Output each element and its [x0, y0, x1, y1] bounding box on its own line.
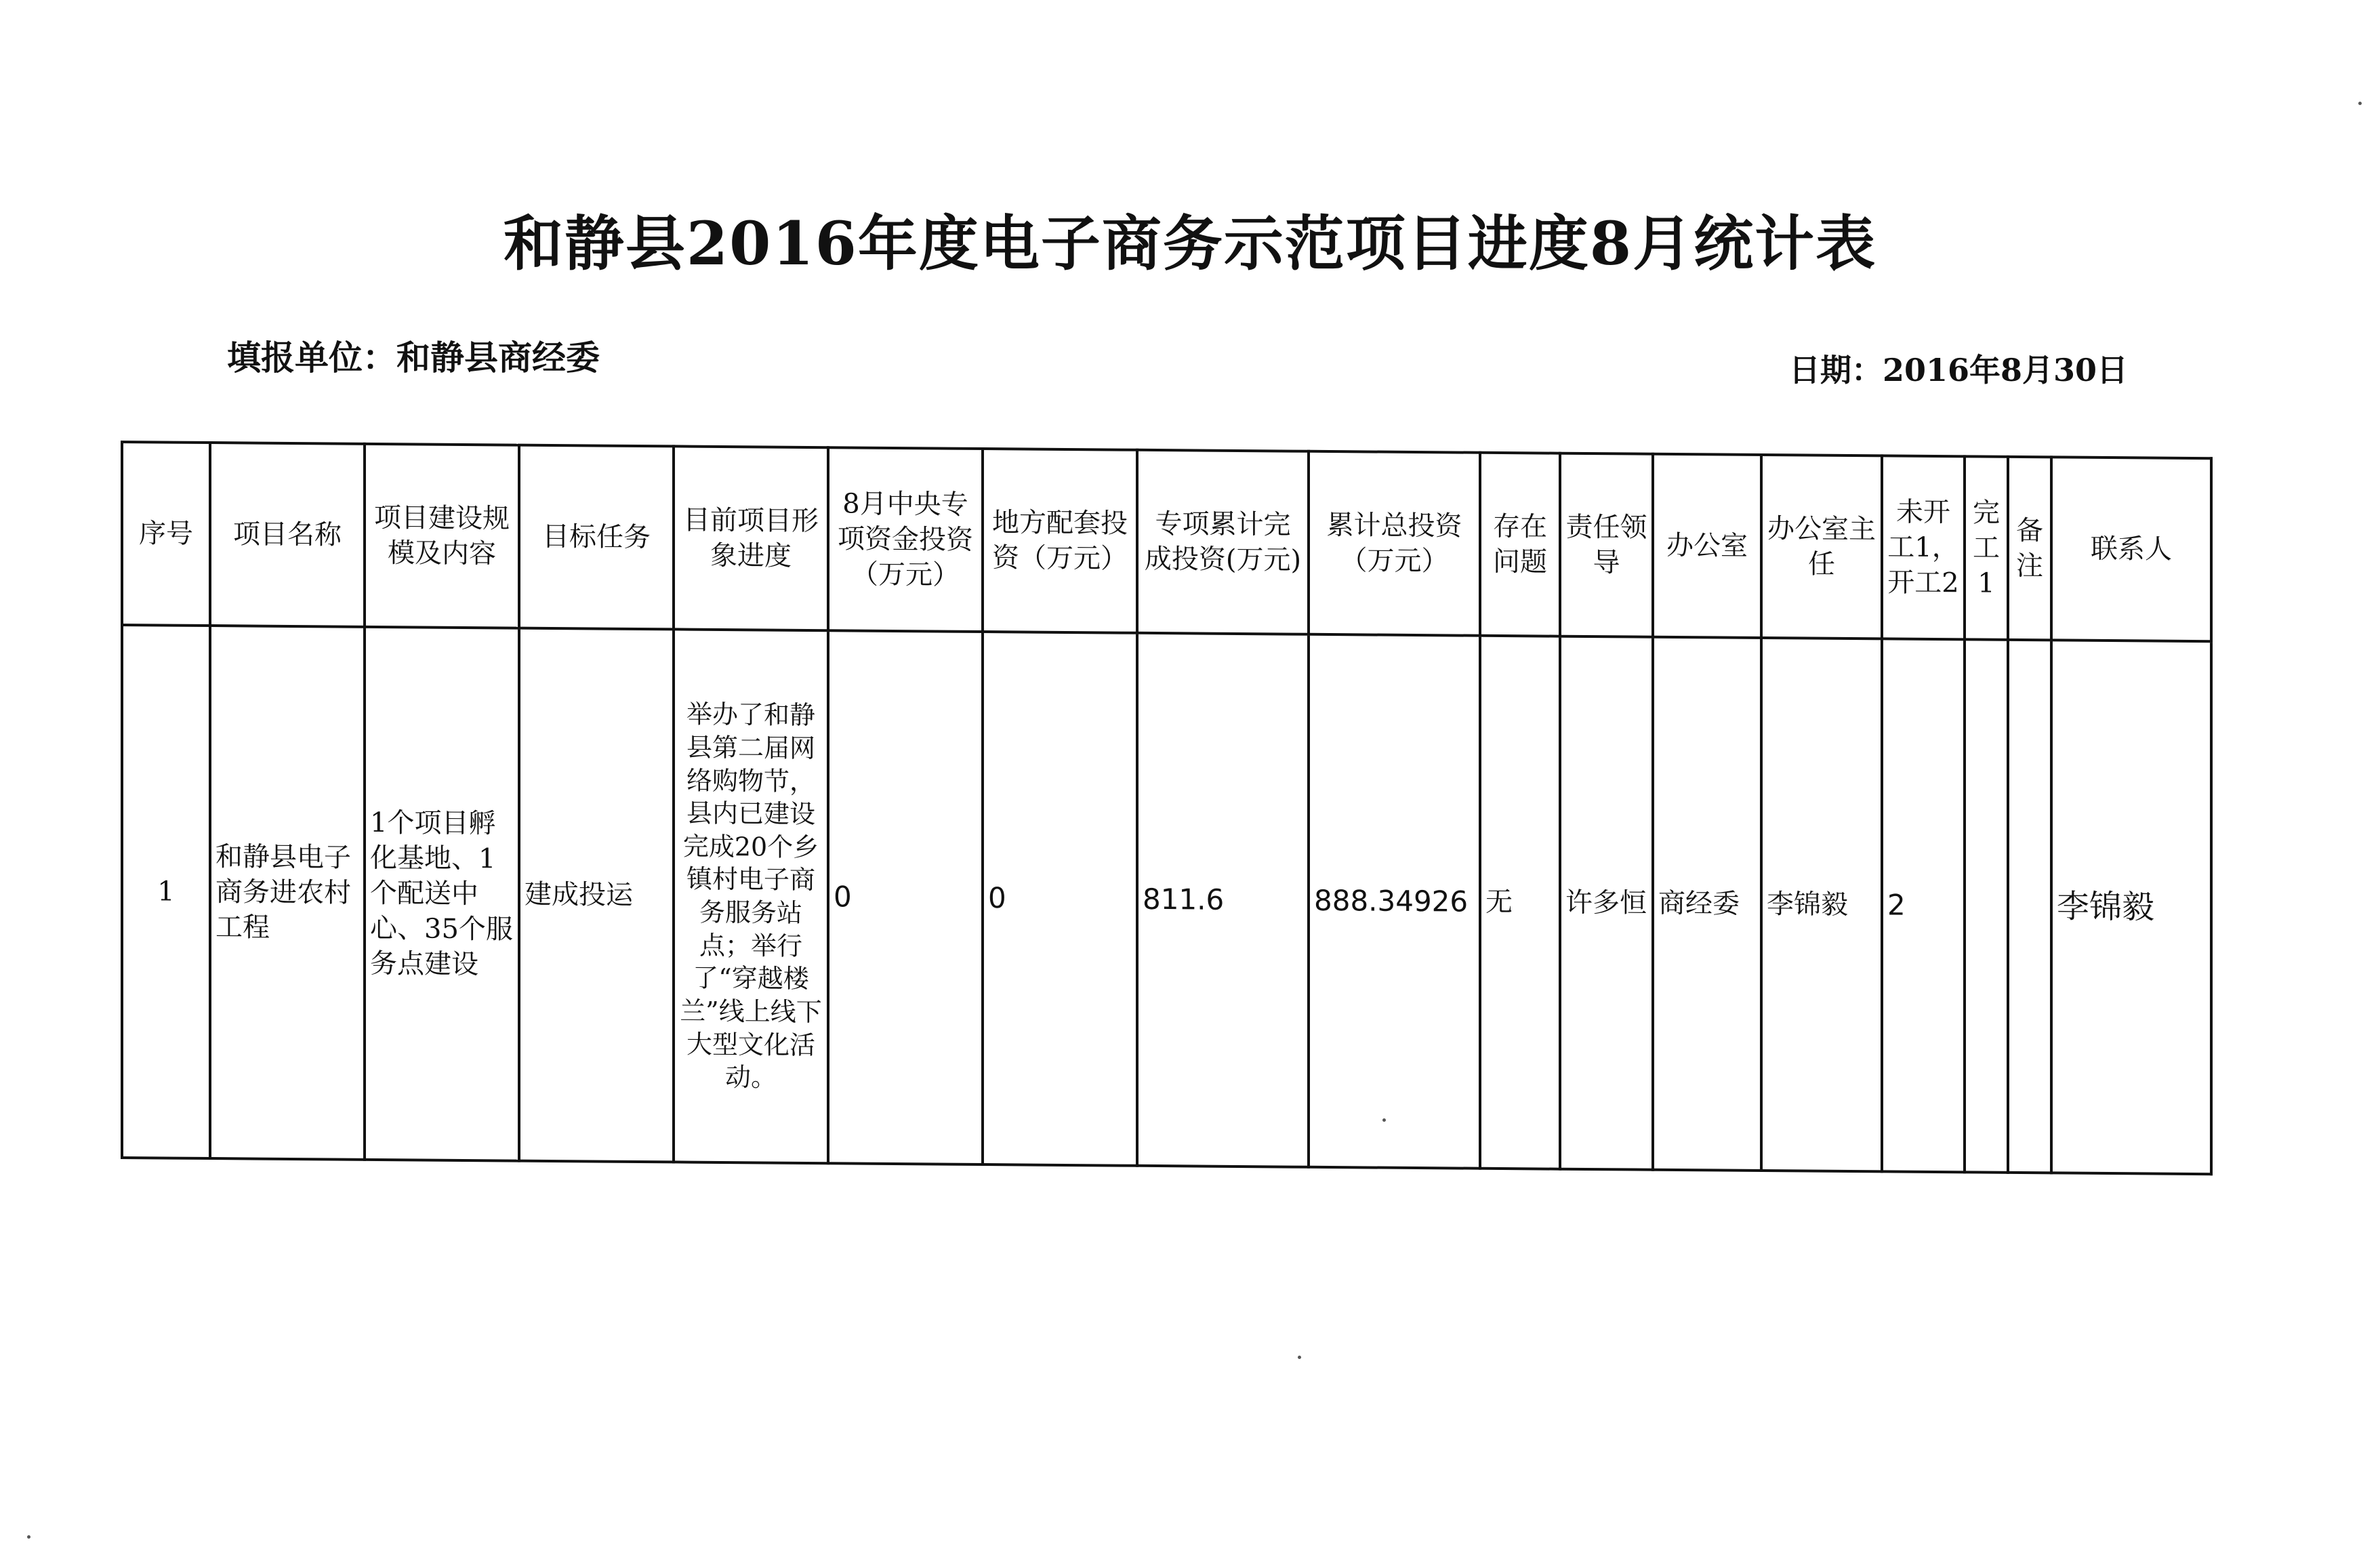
header-office-director: 办公室主任	[1761, 455, 1882, 638]
cell-target-task: 建成投运	[519, 628, 674, 1162]
document-title: 和静县2016年度电子商务示范项目进度8月统计表	[503, 208, 1877, 279]
cell-scale-content: 1个项目孵化基地、1个配送中心、35个服务点建设	[365, 627, 519, 1161]
header-local-fund: 地方配套投资（万元）	[983, 449, 1137, 633]
header-remark: 备注	[2008, 457, 2051, 641]
cell-remark	[2008, 640, 2051, 1173]
header-office: 办公室	[1653, 454, 1761, 638]
cell-total-cumulative: 888.34926	[1309, 634, 1480, 1169]
header-total-cumulative: 累计总投资（万元）	[1309, 451, 1480, 636]
report-date: 日期：2016年8月30日	[1789, 352, 2129, 388]
scan-speck	[2358, 102, 2362, 105]
cell-progress: 举办了和静县第二届网络购物节，县内已建设完成20个乡镇村电子商务服务站点；举行了“穿越楼兰”线上线下大型文化活动。	[674, 629, 828, 1163]
header-scale-content: 项目建设规模及内容	[365, 444, 519, 628]
cell-office-director: 李锦毅	[1761, 638, 1882, 1171]
cell-issues: 无	[1480, 636, 1560, 1169]
table-row	[122, 625, 2211, 1174]
table-header-row	[122, 442, 2211, 641]
scan-speck	[27, 1535, 30, 1539]
header-completed: 完工1	[1965, 456, 2008, 640]
header-project-name: 项目名称	[210, 443, 365, 627]
header-index: 序号	[122, 442, 210, 626]
cell-office: 商经委	[1653, 637, 1761, 1171]
cell-status: 2	[1882, 638, 1965, 1172]
scan-speck	[1382, 1118, 1386, 1122]
cell-special-cumulative: 811.6	[1137, 633, 1309, 1167]
scan-speck	[1298, 1356, 1301, 1359]
header-special-cumulative: 专项累计完成投资(万元)	[1137, 450, 1309, 634]
header-issues: 存在问题	[1480, 453, 1560, 636]
report-unit: 填报单位：和静县商经委	[227, 338, 600, 378]
header-central-fund: 8月中央专项资金投资（万元）	[828, 447, 983, 632]
header-target-task: 目标任务	[519, 445, 674, 630]
cell-central-fund: 0	[828, 630, 983, 1164]
cell-local-fund: 0	[983, 632, 1137, 1166]
header-status: 未开工1，开工2	[1882, 455, 1965, 639]
cell-completed	[1965, 639, 2008, 1173]
cell-index: 1	[122, 625, 210, 1158]
header-progress: 目前项目形象进度	[674, 446, 828, 630]
cell-leader: 许多恒	[1560, 636, 1653, 1170]
header-contact: 联系人	[2051, 457, 2211, 641]
statistics-table	[121, 441, 2213, 1175]
cell-project-name: 和静县电子商务进农村工程	[210, 626, 365, 1160]
header-leader: 责任领导	[1560, 453, 1653, 637]
cell-contact: 李锦毅	[2051, 640, 2211, 1174]
